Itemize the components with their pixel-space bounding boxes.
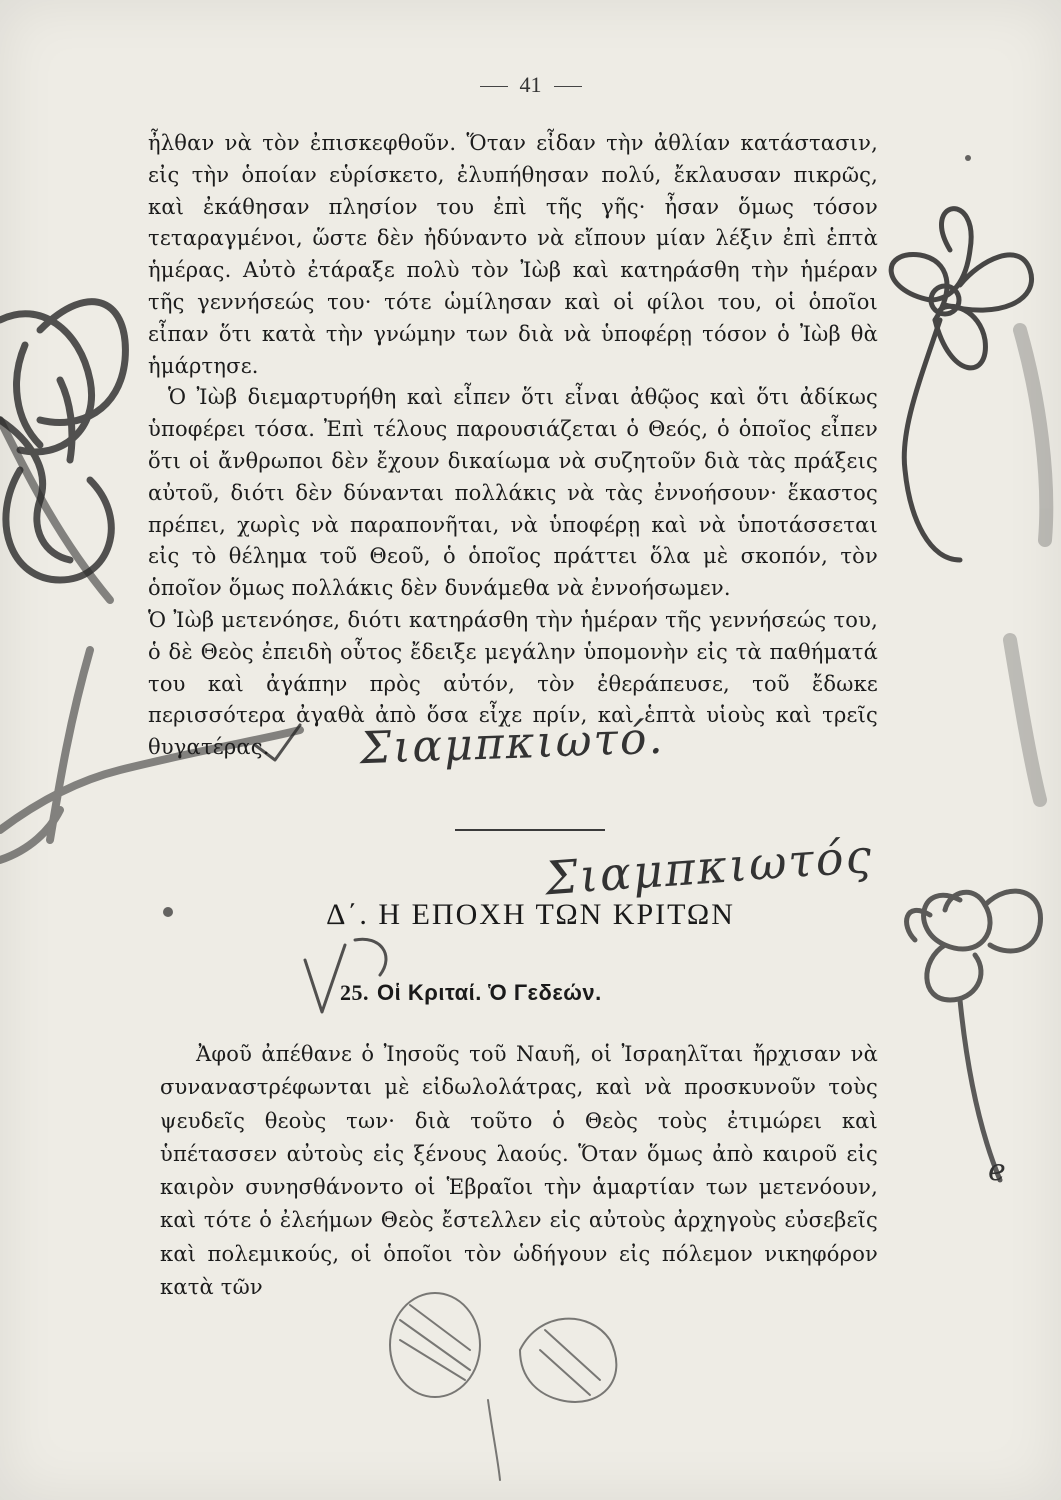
lesson-number: 25. [340, 980, 369, 1005]
page-number [0, 72, 1061, 98]
paragraph-top-2: Ὁ Ἰὼβ διεμαρτυρήθη καὶ εἶπεν ὅτι εἶναι ἀθῷος καὶ ὅτι ἀδίκως ὑποφέρει τόσα. Ἐπὶ τέλους παρουσιάζεται ὁ Θεός, ὁ ὁποῖος εἶπεν ὅτι οἱ ἄνθρωποι δὲν ἔχουν δικαίωμα νὰ συζητοῦν διὰ τὰς πράξεις αὐτοῦ, διότι δὲν δύνανται πολλάκις νὰ τὰς ἐννοήσουν· ἕκαστος πρέπει, χωρὶς νὰ παραπονῆται, νὰ ὑποφέρῃ καὶ νὰ ὑποτάσσεται εἰς τὸ θέλημα τοῦ Θεοῦ, ὁ ὁποῖος πράττει ὅλα μὲ σκοπόν, τὸν ὁποῖον ὅμως πολλάκις δὲν δυνάμεθα νὰ ἐννοήσωμεν. [148, 385, 878, 601]
page-number-value: 41 [519, 72, 542, 97]
page-number-dash-right [554, 86, 582, 87]
ink-dot [965, 155, 971, 161]
section-divider [455, 829, 605, 831]
right-stain-marks [1010, 330, 1046, 800]
paragraph-top-3: Ὁ Ἰὼβ μετενόησε, διότι κατηράσθη τὴν ἡμέραν τῆς γεννήσεώς του, ὁ δὲ Θεὸς ἐπειδὴ οὗτος ἔδειξε μεγάλην ὑπομονὴν εἰς τὰ παθήματά του καὶ ἀγάπην πρὸς αὐτόν, τὸν ἐθεράπευσε, τοῦ ἔδωκε περισσότερα ἀγαθὰ ἀπὸ ὅσα εἶχε πρίν, καὶ ἑπτὰ υἱοὺς καὶ τρεῖς θυγατέρας. [148, 607, 878, 760]
page-number-dash-left [480, 86, 508, 87]
margin-letter-doodle: e [988, 1153, 1006, 1188]
bottom-body-text [160, 1038, 878, 1304]
top-body-text [148, 128, 878, 764]
handwritten-annotation-2: Σιαμπκιωτός [543, 828, 875, 906]
bottom-face-doodles [390, 1293, 616, 1480]
handwritten-annotation-1: Σιαμπκιωτό. [359, 712, 666, 775]
section-title: Δ΄. Η ΕΠΟΧΗ ΤΩΝ ΚΡΙΤΩΝ [326, 898, 735, 931]
paragraph-top-1: ἦλθαν νὰ τὸν ἐπισκεφθοῦν. Ὅταν εἶδαν τὴν ἀθλίαν κατάστασιν, εἰς τὴν ὁποίαν εὑρίσκετο, ἐλυπήθησαν πολύ, ἔκλαυσαν πικρῶς, καὶ ἐκάθησαν πλησίον του ἐπὶ τῆς γῆς· ἦσαν ὅμως τόσον τεταραγμένοι, ὥστε δὲν ἠδύναντο νὰ εἴπουν μίαν λέξιν ἐπὶ ἑπτὰ ἡμέρας. Αὐτὸ ἐτάραξε πολὺ τὸν Ἰὼβ καὶ κατηράσθη τὴν ἡμέραν τῆς γεννήσεώς του· τότε ὡμίλησαν καὶ οἱ φίλοι του, οἱ ὁποῖοι εἶπαν ὅτι κατὰ τὴν γνώμην των διὰ νὰ ὑποφέρῃ τόσον ὁ Ἰὼβ θὰ ἡμάρτησε. [148, 131, 878, 378]
paragraph-bottom-1: Ἀφοῦ ἀπέθανε ὁ Ἰησοῦς τοῦ Ναυῆ, οἱ Ἰσραηλῖται ἤρχισαν νὰ συναναστρέφωνται μὲ εἰδωλολάτρας, καὶ νὰ προσκυνοῦν τοὺς ψευδεῖς θεοὺς των· διὰ τοῦτο ὁ Θεὸς τοὺς ἐτιμώρει καὶ ὑπέτασσεν αὐτοὺς εἰς ξένους λαούς. Ὅταν ὅμως ἀπὸ καιροῦ εἰς καιρὸν συνησθάνοντο οἱ Ἑβραῖοι τὴν ἁμαρτίαν των μετενόουν, καὶ τότε ὁ ἐλεήμων Θεὸς ἔστελλεν εἰς αὐτοὺς ἀρχηγοὺς εὐσεβεῖς καὶ πολεμικούς, οἱ ὁποῖοι τὸν ὡδήγουν εἰς πόλεμον νικηφόρον κατὰ τῶν [160, 1042, 878, 1300]
right-flower-doodle [891, 209, 1031, 560]
lesson-title-text: Οἱ Κριταί. Ὁ Γεδεών. [377, 980, 602, 1005]
right-lower-flower-doodle [907, 891, 1041, 1180]
lesson-title [340, 980, 602, 1006]
